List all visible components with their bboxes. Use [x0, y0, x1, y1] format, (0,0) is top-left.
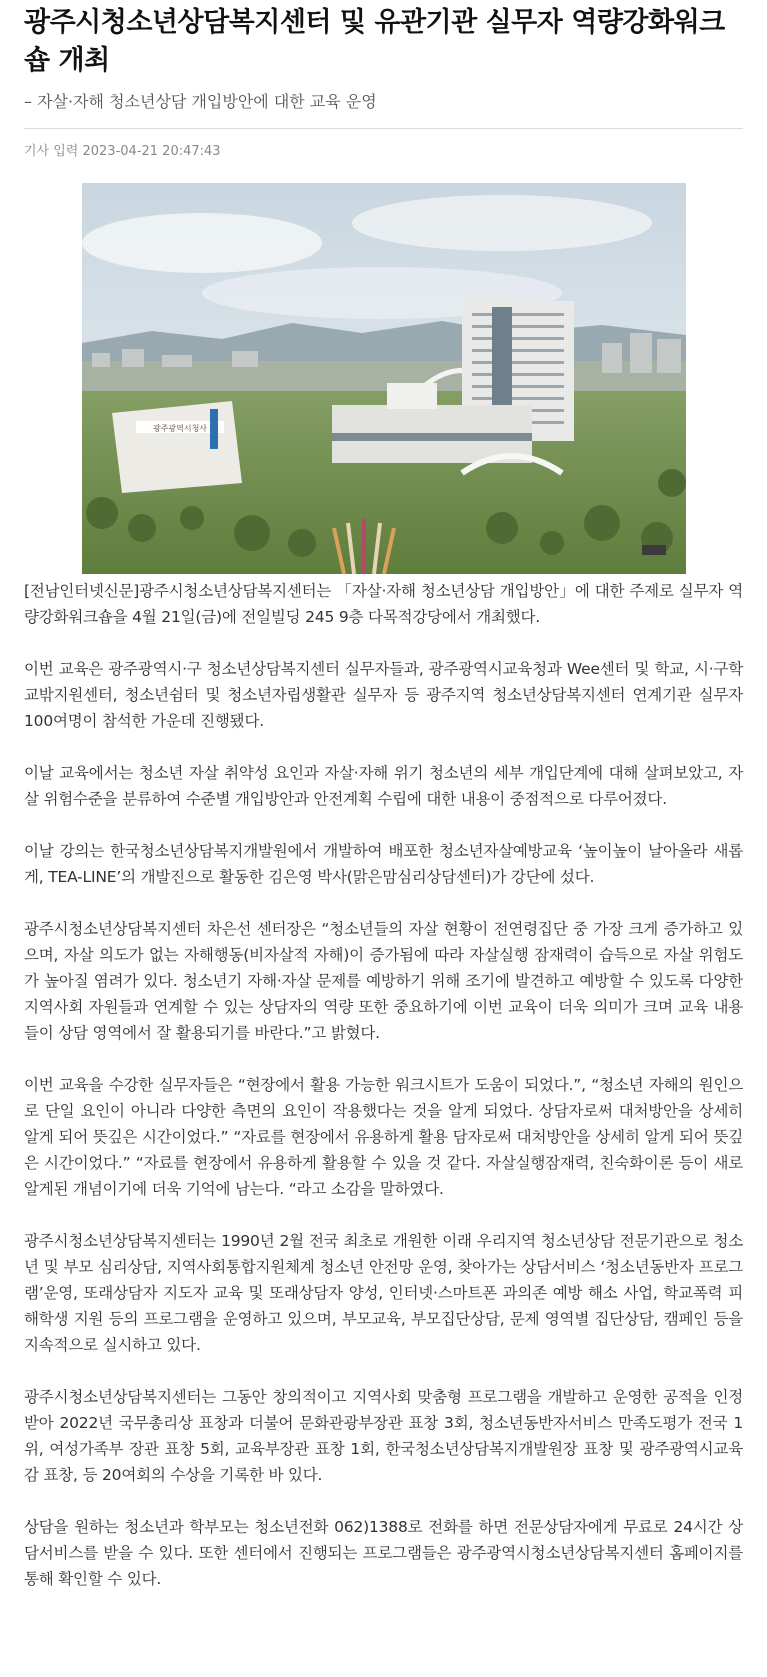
paragraph: [전남인터넷신문]광주시청소년상담복지센터는 「자살·자해 청소년상담 개입방안」에 대한 주제로 실무자 역량강화워크숍을 4월 21일(금)에 전일빌딩 245 9층 다목적강당에서 개최했다. [24, 582, 743, 626]
paragraph: 이날 강의는 한국청소년상담복지개발원에서 개발하여 배포한 청소년자살예방교육 ‘높이높이 날아올라 새롭게, TEA-LINE’의 개발진으로 활동한 김은영 박사(맑은맘심리상담센터)가 강단에 섰다. [24, 842, 743, 886]
article-body [24, 578, 743, 1592]
paragraph: 광주시청소년상담복지센터는 1990년 2월 전국 최초로 개원한 이래 우리지역 청소년상담 전문기관으로 청소년 및 부모 심리상담, 지역사회통합지원체계 청소년 안전망 운영, 찾아가는 상담서비스 ‘청소년동반자 프로그램’운영, 또래상담자 지도자 교육 및 또래상담자 양성, 인터넷·스마트폰 과의존 예방 해소 사업, 학교폭력 피해학생 지원 등의 프로그램을 운영하고 있으며, 부모교육, 부모집단상담, 문제 영역별 집단상담, 캠페인 등을 지속적으로 실시하고 있다. [24, 1232, 744, 1354]
article-subtitle: – 자살·자해 청소년상담 개입방안에 대한 교육 운영 [24, 92, 377, 111]
article-headline: 광주시청소년상담복지센터 및 유관기관 실무자 역량강화워크숍 개최 [24, 7, 725, 76]
paragraph: 광주시청소년상담복지센터 차은선 센터장은 “청소년들의 자살 현황이 전연령집단 중 가장 크게 증가하고 있으며, 자살 의도가 없는 자해행동(비자살적 자해)이 증가됨에 따라 자살실행 잠재력이 습득으로 자살 위험도가 높아질 염려가 있다. 청소년기 자해·자살 문제를 예방하기 위해 조기에 발견하고 예방할 수 있도록 다양한 지역사회 자원들과 연계할 수 있는 상담자의 역량 또한 중요하기에 이번 교육이 더욱 의미가 크며 교육 내용들이 상담 영역에서 잘 활용되기를 바란다.”고 밝혔다. [24, 920, 743, 1042]
paragraph: 광주시청소년상담복지센터는 그동안 창의적이고 지역사회 맞춤형 프로그램을 개발하고 운영한 공적을 인정받아 2022년 국무총리상 표창과 더불어 문화관광부장관 표창 3회, 청소년동반자서비스 만족도평가 전국 1위, 여성가족부 장관 표창 5회, 교육부장관 표창 1회, 한국청소년상담복지개발원장 표창 및 광주광역시교육감 표창, 등 20여회의 수상을 기록한 바 있다. [24, 1388, 743, 1484]
photo-container [24, 183, 743, 574]
city-hall-photo [82, 183, 686, 574]
divider [24, 128, 743, 129]
paragraph: 상담을 원하는 청소년과 학부모는 청소년전화 062)1388로 전화를 하면 전문상담자에게 무료로 24시간 상담서비스를 받을 수 있다. 또한 센터에서 진행되는 프로그램들은 광주광역시청소년상담복지센터 홈페이지를 통해 확인할 수 있다. [24, 1518, 743, 1588]
city-hall-sign: 광주광역시청사 [152, 424, 207, 433]
paragraph: 이번 교육을 수강한 실무자들은 “현장에서 활용 가능한 워크시트가 도움이 되었다.”, “청소년 자해의 원인으로 단일 요인이 아니라 다양한 측면의 요인이 작용했다는 것을 알게 되었다. 상담자로써 대처방안을 상세히 알게 되어 뜻깊은 시간이었다.” “자료를 현장에서 유용하게 활용 담자로써 대처방안을 상세히 알게 되어 뜻깊은 시간이었다.” “자료를 현장에서 유용하게 활용할 수 있을 것 같다. 자살실행잠재력, 친숙화이론 등이 새로 알게된 개념이기에 더욱 기억에 남는다. “라고 소감을 말하였다. [24, 1076, 743, 1198]
paragraph: 이날 교육에서는 청소년 자살 취약성 요인과 자살·자해 위기 청소년의 세부 개입단계에 대해 살펴보았고, 자살 위험수준을 분류하여 수준별 개입방안과 안전계획 수립에 대한 내용이 중점적으로 다루어졌다. [24, 764, 743, 808]
article-timestamp: 기사 입력 2023-04-21 20:47:43 [24, 144, 221, 159]
paragraph: 이번 교육은 광주광역시·구 청소년상담복지센터 실무자들과, 광주광역시교육청과 Wee센터 및 학교, 시·구학교밖지원센터, 청소년쉼터 및 청소년자립생활관 실무자 등 광주지역 청소년상담복지센터 연계기관 실무자 100여명이 참석한 가운데 진행됐다. [24, 660, 743, 730]
